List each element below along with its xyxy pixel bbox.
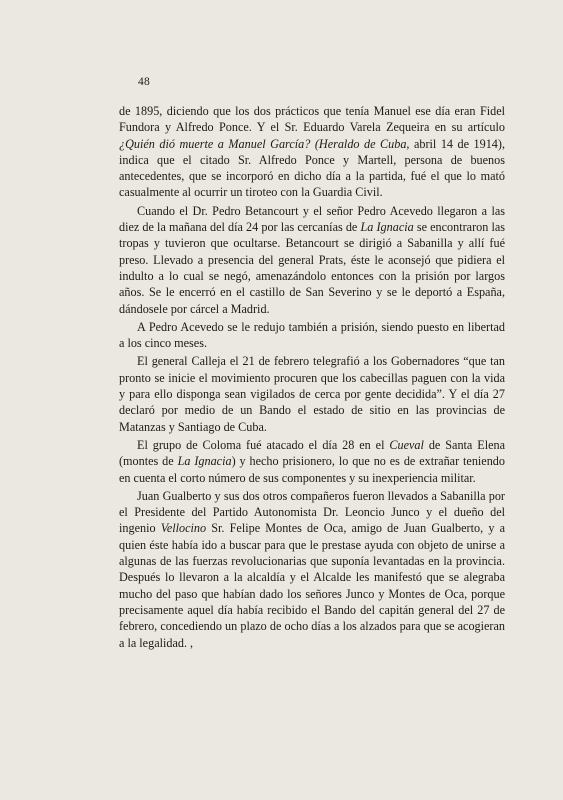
body-text: [119, 103, 505, 653]
text-segment: de Santa Elena (montes de: [119, 437, 505, 469]
page-number: 48: [138, 76, 151, 88]
paragraph: [119, 203, 505, 317]
italic-text: La Ignacia: [177, 454, 232, 469]
text-segment: abril 14 de 1914), indica que el citado Sr. Alfredo Ponce y Martell, persona de buenos antecedentes, que se incorporó en dicho día a la partida, fué el que lo mató casualmente al ocurrir un tiroteo con la Guardia Civil.: [119, 136, 506, 200]
text-segment: Juan Gualberto y sus dos otros compañeros fueron llevados a Sabanilla por el Presidente del Partido Autonomista Dr. Leoncio Junco y el dueño del ingenio: [119, 488, 505, 536]
text-segment: El general Calleja el 21 de febrero telegrafió a los Gobernadores “que tan pronto se inicie el movimiento procuren que los cabecillas paguen con la vida y para ello disponga sean vigilados de cerca por gente decidida”. Y el día 27 declaró por medio de un Bando el estado de sitio en las provincias de Matanzas y Santiago de Cuba.: [119, 354, 505, 434]
paragraph: [119, 488, 505, 651]
text-segment: de 1895, diciendo que los dos prácticos que tenía Manuel ese día eran Fidel Fundora y Alfredo Ponce. Y el Sr. Eduardo Varela Zequeira en su artículo: [119, 104, 505, 135]
italic-text: Cueval: [389, 437, 424, 452]
paragraph: [119, 319, 505, 352]
text-segment: El grupo de Coloma fué atacado el día 28 en el: [137, 437, 390, 452]
italic-text: ¿Quién dió muerte a Manuel García?: [119, 136, 311, 151]
paragraph: [119, 353, 505, 434]
text-segment: Sr. Felipe Montes de Oca, amigo de Juan Gualberto, y a quien éste había ido a buscar para que le prestase ayuda con objeto de unirse a algunas de las fuerzas revolucionarias que suponía levantadas en la provincia. Después lo llevaron a la alcaldía y el Alcalde les manifestó que se alegraba mucho del paso que habían dado los señores Junco y Montes de Oca, porque precisamente aquel día había recibido el Bando del capitán general del 27 de febrero, concediendo un plazo de ocho días a los alzados para que se acogieran a la legalidad. ,: [119, 521, 505, 650]
text-segment: Cuando el Dr. Pedro Betancourt y el señor Pedro Acevedo llegaron a las diez de la mañana del día 24 por las cercanías de: [119, 203, 505, 235]
text-segment: se encontraron las tropas y tuvieron que ocultarse. Betancourt se dirigió a Sabanilla y allí fué preso. Llevado a presencia del general Prats, éste le aconsejó que pidiera el indulto a lo cual se negó, amenazándolo entonces con la prisión por largos años. Se le encerró en el castillo de San Severino y se le deportó a España, dándosele por cárcel a Madrid.: [119, 220, 505, 316]
italic-text: (Heraldo de Cuba,: [314, 136, 410, 151]
paragraph: [119, 103, 505, 201]
italic-text: La Ignacia: [360, 220, 414, 235]
italic-text: Vellocino: [160, 521, 207, 536]
text-segment: A Pedro Acevedo se le redujo también a prisión, siendo puesto en libertad a los cinco meses.: [119, 319, 505, 351]
text-segment: ) y hecho prisionero, lo que no es de extrañar teniendo en cuenta el corto número de sus componentes y su inexperiencia militar.: [119, 454, 505, 485]
paragraph: [119, 437, 505, 486]
